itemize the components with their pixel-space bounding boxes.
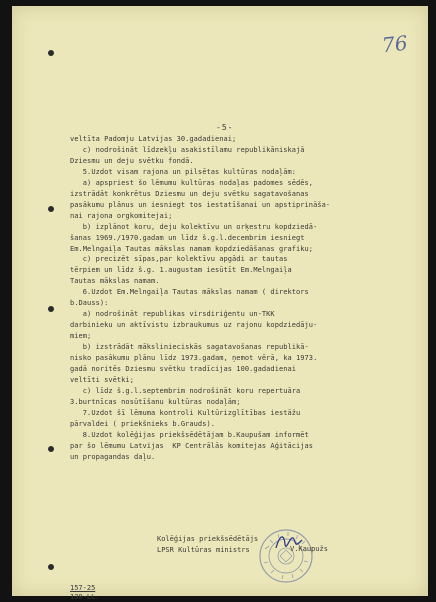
body-text-line: Dziesmu un deju svētku fondā. <box>70 156 194 165</box>
reference-code: 130-LL. <box>70 593 100 601</box>
punch-hole <box>48 50 54 56</box>
body-text-line: izstrādāt konkrētus Dziesmu un deju svētku sagatavošanas <box>70 189 309 198</box>
document-body <box>70 134 410 463</box>
body-text-line: 7.Uzdot šī lēmuma kontroli Kultūrizglītības iestāžu <box>70 408 301 417</box>
body-text-line: gadā noritēs Dziesmu svētku tradīcijas 100.gadadienai <box>70 365 297 374</box>
body-text-line: a) nodrošināt republikas virsdiriģentu un-TKK <box>70 310 275 319</box>
document-page <box>12 6 428 601</box>
body-text-line: Tautas mākslas namam. <box>70 277 160 286</box>
body-text-line: a) apspriest šo lēmumu kultūras nodaļas padomes sēdēs, <box>70 178 314 187</box>
signature-block <box>157 534 258 555</box>
body-text-line: 5.Uzdot visam rajona un pilsētas kultūras nodaļām: <box>70 167 297 176</box>
body-text-line: un propagandas daļu. <box>70 452 156 461</box>
page-marker: -5- <box>216 123 234 132</box>
signature-title-line: Kolēģijas priekšsēdētājs <box>157 535 259 543</box>
punch-hole <box>48 564 54 570</box>
body-text-line: par šo lēmumu Latvijas KP Centrālās komitejas Aģitācijas <box>70 441 314 450</box>
body-text-line: miem; <box>70 332 92 341</box>
body-text-line: pasākumu plānus un iesniegt tos iestatīšanai un apstiprināša- <box>70 200 331 209</box>
reference-number: 157-25 <box>70 584 96 592</box>
body-text-line: nisko pasākumu plānu līdz 1973.gadam, ņemot vērā, ka 1973. <box>70 354 318 363</box>
body-text-line: b) izplānot koru, deju kolektīvu un orķestru kopdziedā- <box>70 222 318 231</box>
body-text-line: veltīti svētki; <box>70 375 134 384</box>
body-text-line: darbinieku un aktīvistu izbraukumus uz rajonu kopdziedāju- <box>70 321 318 330</box>
body-text-line: nai rajona orgkomitejai; <box>70 211 173 220</box>
body-text-line: pārvaldei ( priekšnieks b.Grauds). <box>70 419 215 428</box>
body-text-line: b.Dauss): <box>70 299 109 308</box>
body-text-line: Em.Melngaiļa Tautas mākslas namam kopdziedāšanas grafiku; <box>70 244 314 253</box>
body-text-line: 3.burtnīcas nosūtīšanu kultūras nodaļām; <box>70 397 241 406</box>
body-text-line: c) precizēt sīpas,par kolektīvu apgādi ar tautas <box>70 255 288 264</box>
punch-hole <box>48 206 54 212</box>
body-text-line: 8.Uzdot kolēģijas priekšsēdētājam b.Kaupušam informēt <box>70 430 309 439</box>
signature-title-line: LPSR Kultūras ministrs <box>157 545 250 554</box>
archive-page-number: 76 <box>380 30 409 58</box>
body-text-line: 6.Uzdot Em.Melngaiļa Tautas mākslas namam ( direktors <box>70 288 309 297</box>
body-text-line: šanas 1969./1970.gadam un līdz š.g.l.decembrim iesniegt <box>70 233 305 242</box>
punch-hole <box>48 306 54 312</box>
body-text-line: veltīta Padomju Latvijas 30.gadadienai; <box>70 135 237 143</box>
body-text-line: tērpiem un līdz š.g. 1.augustam iesūtīt Em.Melngaiļa <box>70 266 292 275</box>
punch-hole <box>48 446 54 452</box>
signatory-name: V.Kaupužs <box>290 545 328 553</box>
body-text-line: c) līdz š.g.l.septembrim nodrošināt koru repertuāra <box>70 386 301 395</box>
document-reference <box>70 584 100 602</box>
body-text-line: b) izstrādāt mākslinieciskās sagatavošanas republikā- <box>70 343 309 352</box>
body-text-line: c) nodrošināt līdzekļu asakistīlamu republikāniskajā <box>70 145 305 154</box>
